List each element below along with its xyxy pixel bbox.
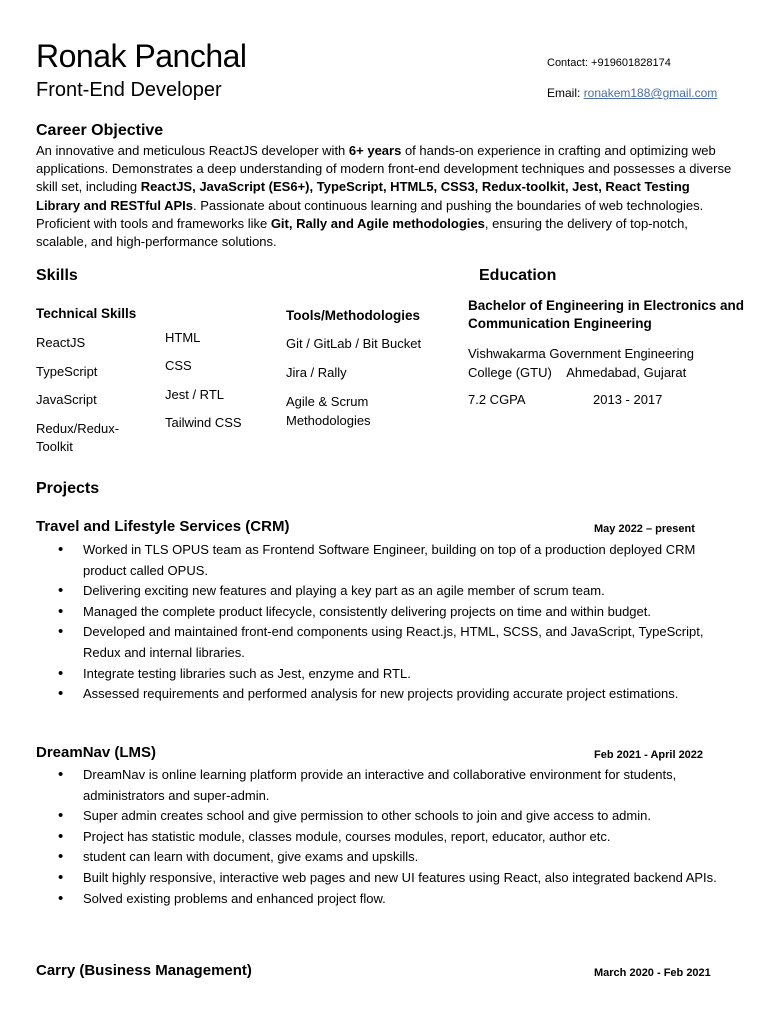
contact-line bbox=[547, 55, 671, 71]
skill-item: Redux/Redux-Toolkit bbox=[36, 421, 120, 454]
projects-heading: Projects bbox=[36, 480, 100, 497]
project-title: DreamNav (LMS) bbox=[36, 744, 157, 761]
tool-item: Git / GitLab / Bit Bucket bbox=[286, 336, 422, 351]
project-date: Feb 2021 - April 2022 bbox=[594, 749, 704, 761]
list-item: • Super admin creates school and give permission to other schools to join and give access to admin. bbox=[36, 806, 736, 827]
list-item: • Project has statistic module, classes module, courses modules, report, educator, author etc. bbox=[36, 827, 736, 848]
college-name: Vishwakarma Government Engineering College (GTU) bbox=[468, 346, 694, 380]
list-item: • Built highly responsive, interactive web pages and new UI features using React, also integrated backend APIs. bbox=[36, 868, 736, 889]
list-item: • Solved existing problems and enhanced project flow. bbox=[36, 889, 736, 910]
education-grade: 7.2 CGPA bbox=[468, 392, 526, 407]
project-bullets bbox=[36, 540, 736, 705]
list-item: • Worked in TLS OPUS team as Frontend Software Engineer, building on top of a production deployed CRM product called OPUS. bbox=[36, 540, 736, 581]
list-item: • Managed the complete product lifecycle, consistently delivering projects on time and within budget. bbox=[36, 602, 736, 623]
skill-item: Tailwind CSS bbox=[165, 415, 242, 430]
skill-item: Jest / RTL bbox=[165, 387, 225, 402]
skill-item: JavaScript bbox=[36, 392, 97, 407]
email-label: Email: bbox=[547, 86, 581, 100]
objective-segment: . Passionate about continuous learning and pushing the boundaries of web technologies. Proficient with tools and frameworks like bbox=[36, 197, 704, 231]
email-line bbox=[547, 84, 717, 102]
list-item: • Delivering exciting new features and playing a key part as an agile member of scrum team. bbox=[36, 581, 736, 602]
tool-item: Jira / Rally bbox=[286, 365, 347, 380]
project-date: May 2022 – present bbox=[594, 523, 695, 535]
objective-segment-bold: ReactJS, JavaScript (ES6+), TypeScript, HTML5, CSS3, Redux-toolkit, Jest, React Testing Library and RESTful APIs bbox=[36, 179, 690, 213]
list-item: • Developed and maintained front-end components using React.js, HTML, SCSS, and JavaScript, TypeScript, Redux and internal libraries. bbox=[36, 622, 736, 663]
education-years: 2013 - 2017 bbox=[593, 392, 663, 407]
objective-segment: , ensuring the delivery of top-notch, scalable, and high-performance solutions. bbox=[36, 215, 688, 250]
objective-text bbox=[36, 142, 736, 251]
objective-segment-bold: Git, Rally and Agile methodologies bbox=[270, 215, 485, 231]
objective-segment: An innovative and meticulous ReactJS developer with bbox=[36, 143, 349, 158]
education-college bbox=[468, 344, 738, 382]
skills-heading: Skills bbox=[36, 267, 78, 284]
skill-item: ReactJS bbox=[36, 335, 86, 350]
tool-item: Agile & Scrum Methodologies bbox=[286, 394, 371, 428]
project-title: Carry (Business Management) bbox=[36, 962, 252, 979]
email-link[interactable]: ronakem188@gmail.com bbox=[583, 86, 718, 100]
skill-item: HTML bbox=[165, 330, 201, 345]
technical-skills-heading: Technical Skills bbox=[36, 306, 137, 321]
project-bullets bbox=[36, 765, 736, 909]
candidate-name: Ronak Panchal bbox=[36, 38, 247, 74]
objective-heading: Career Objective bbox=[36, 122, 164, 139]
list-item: • Integrate testing libraries such as Jest, enzyme and RTL. bbox=[36, 664, 736, 685]
contact-label: Contact: bbox=[547, 57, 588, 69]
list-item: • DreamNav is online learning platform provide an interactive and collaborative environment for students, administrators and super-admin. bbox=[36, 765, 736, 806]
objective-segment: of hands-on experience in crafting and optimizing web applications. Demonstrates a deep understanding of modern front-end development techniques and possesses a diverse skill set, including bbox=[36, 143, 732, 195]
college-location: Ahmedabad, Gujarat bbox=[566, 365, 687, 380]
skill-item: TypeScript bbox=[36, 364, 98, 379]
skill-item: CSS bbox=[165, 358, 192, 373]
contact-phone: +919601828174 bbox=[591, 57, 671, 69]
list-item: • Assessed requirements and performed analysis for new projects providing accurate project estimations. bbox=[36, 684, 736, 705]
project-title: Travel and Lifestyle Services (CRM) bbox=[36, 518, 290, 535]
education-degree: Bachelor of Engineering in Electronics and Communication Engineering bbox=[468, 298, 745, 331]
education-heading: Education bbox=[479, 267, 557, 284]
list-item: • student can learn with document, give exams and upskills. bbox=[36, 847, 736, 868]
tools-heading: Tools/Methodologies bbox=[286, 308, 420, 323]
candidate-role: Front-End Developer bbox=[36, 79, 222, 101]
objective-segment-bold: 6+ years bbox=[348, 143, 402, 158]
project-date: March 2020 - Feb 2021 bbox=[594, 967, 711, 979]
